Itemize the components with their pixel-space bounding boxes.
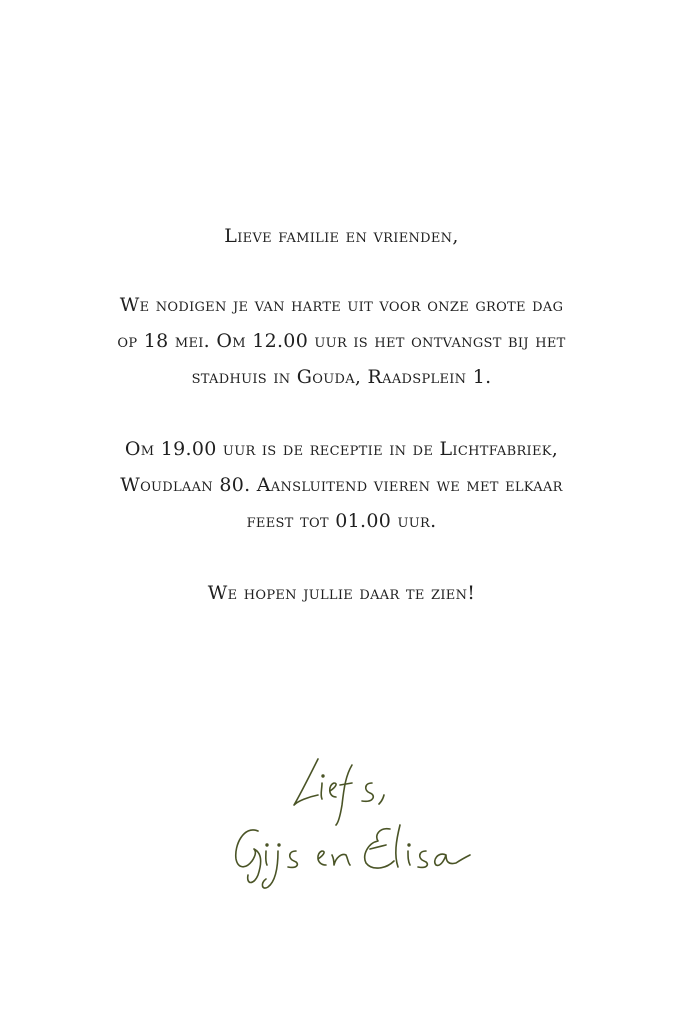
paragraph-reception	[40, 431, 643, 539]
greeting	[40, 218, 643, 254]
closing-text: We hopen jullie daar te zien!	[207, 582, 476, 604]
greeting-line: Lieve familie en vrienden,	[224, 225, 459, 247]
paragraph-ceremony	[40, 287, 643, 395]
paragraph-line: stadhuis in Gouda, Raadsplein 1.	[191, 366, 492, 388]
paragraph-line: op 18 mei. Om 12.00 uur is het ontvangst bij het	[117, 330, 566, 352]
paragraph-line: We nodigen je van harte uit voor onze grote dag	[119, 294, 564, 316]
paragraph-line: feest tot 01.00 uur.	[246, 510, 437, 532]
closing-line	[40, 575, 643, 611]
paragraph-line: Woudlaan 80. Aansluitend vieren we met elkaar	[120, 474, 563, 496]
paragraph-line: Om 19.00 uur is de receptie in de Lichtfabriek,	[124, 438, 559, 460]
handwritten-signature	[0, 745, 683, 895]
